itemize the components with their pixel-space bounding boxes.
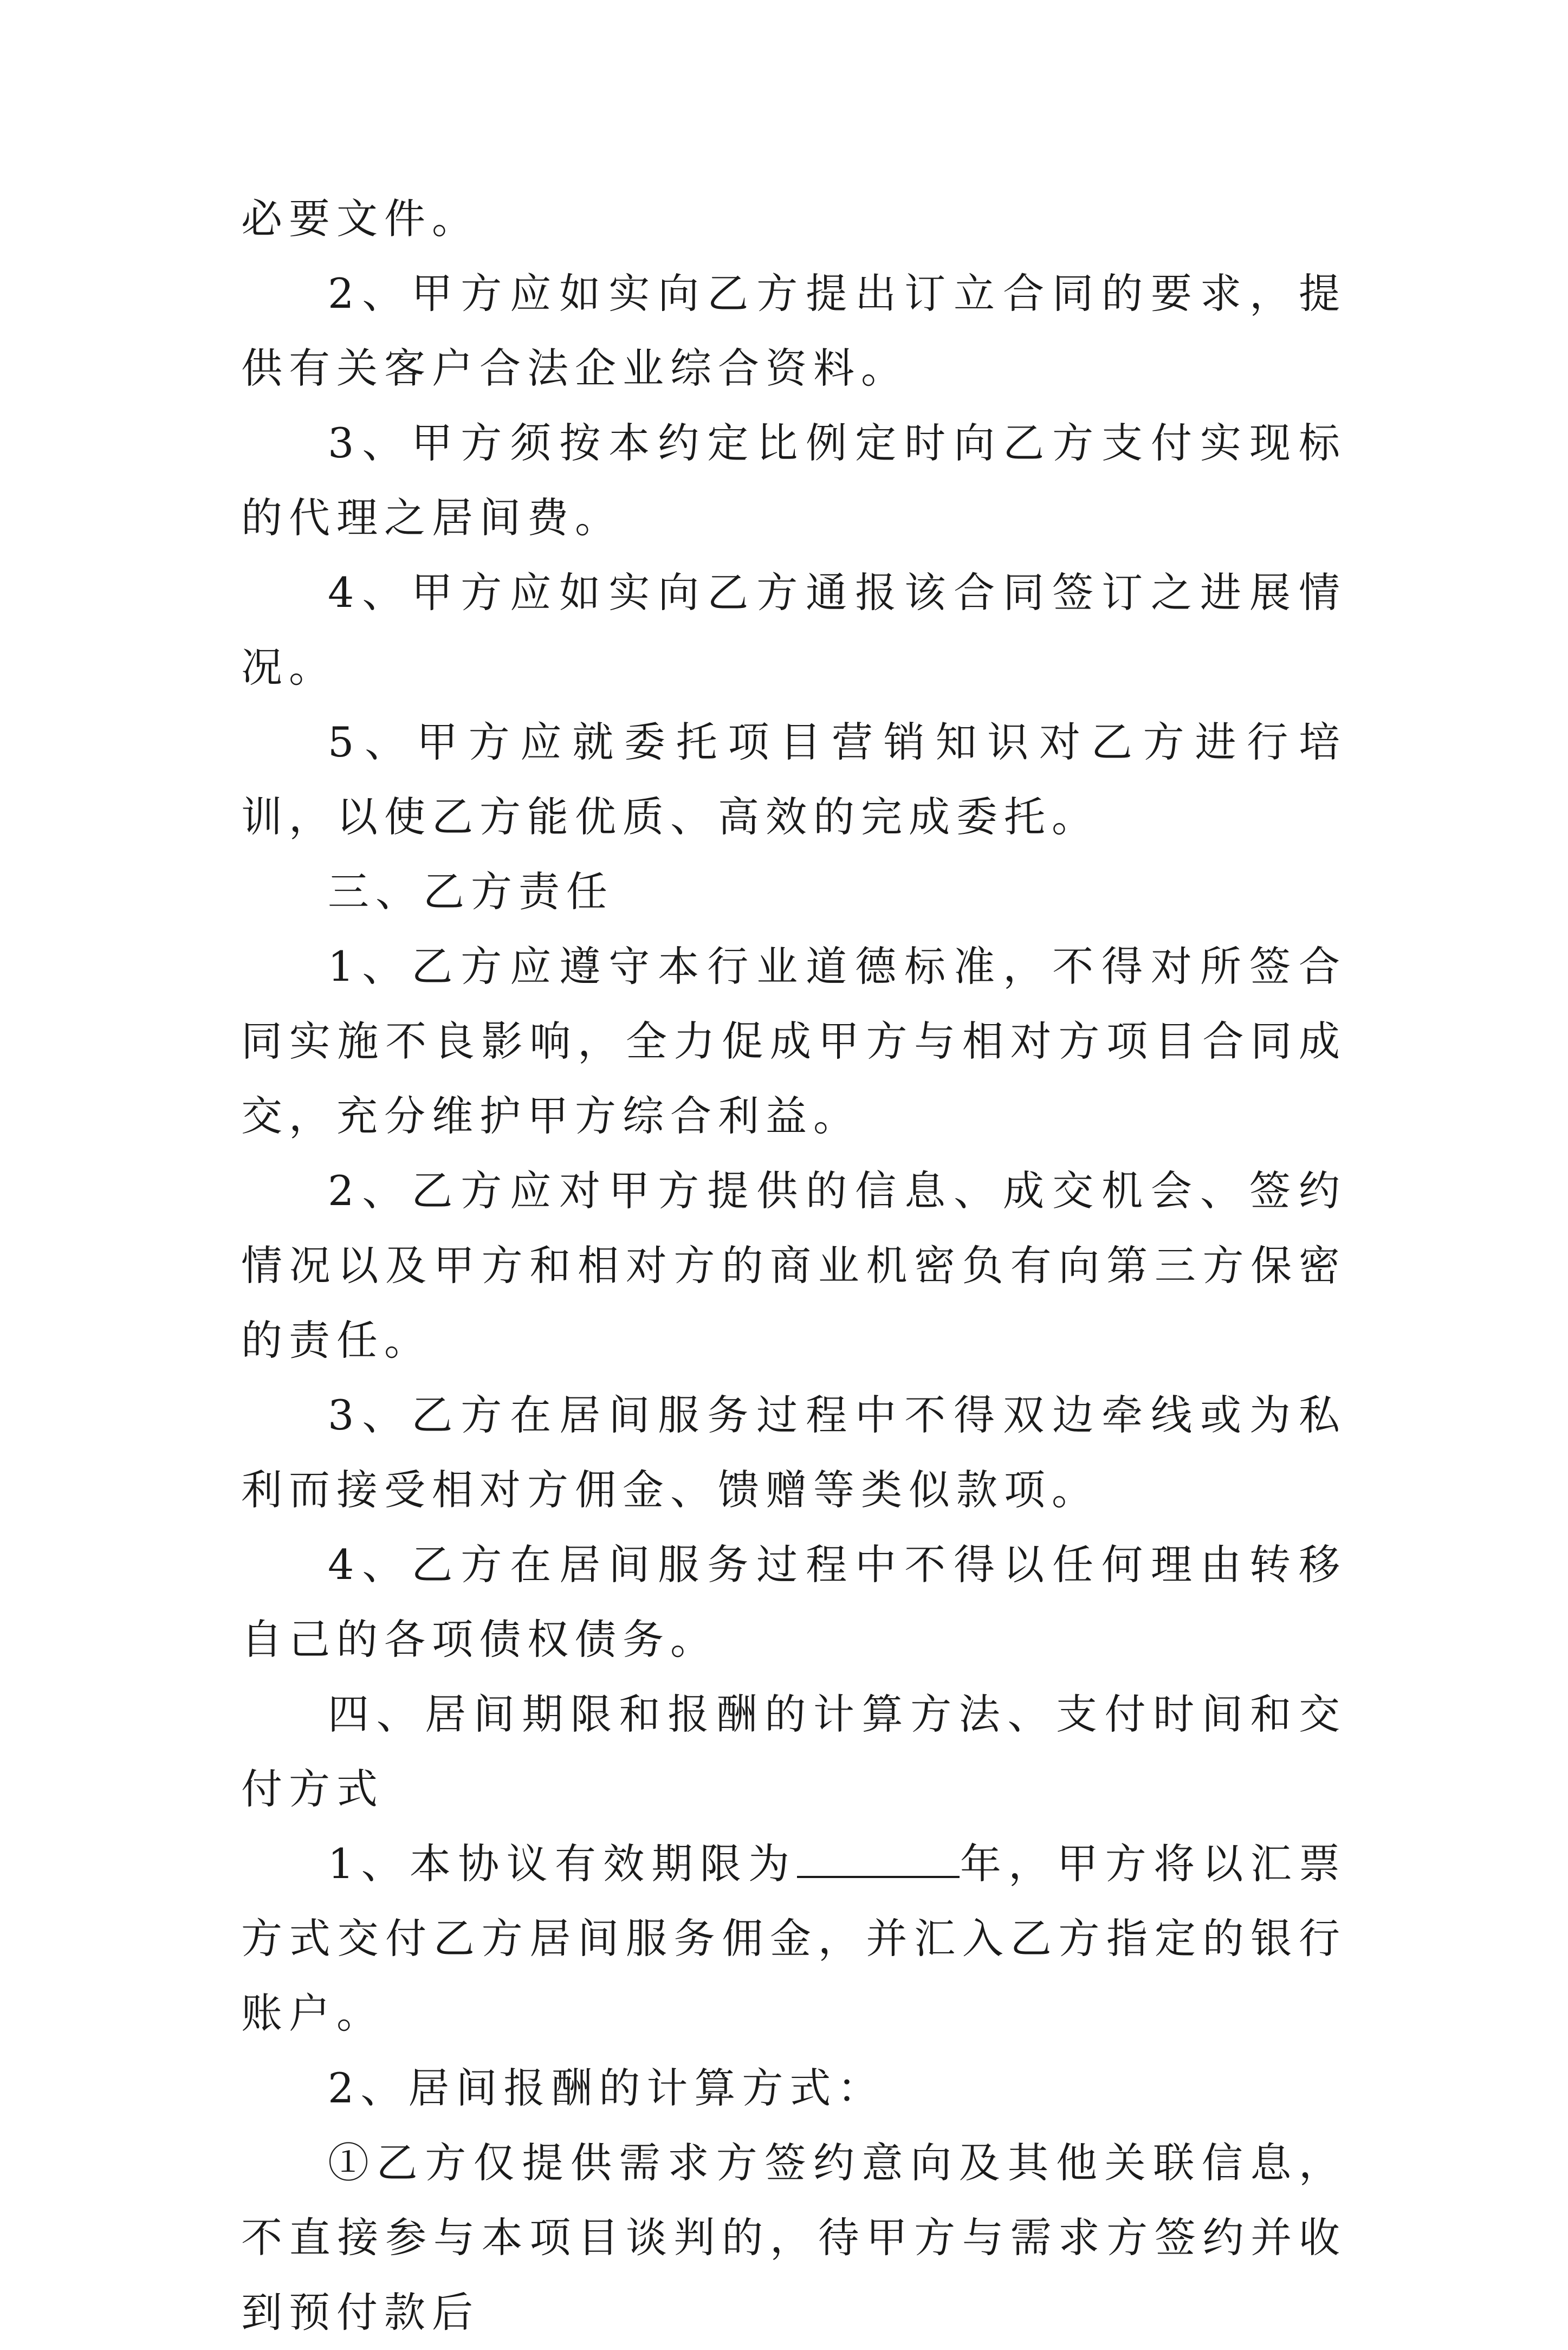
blank-fill-line (797, 1842, 960, 1878)
paragraph-party-a-duty-4: 4、甲方应如实向乙方通报该合同签订之进展情况。 (241, 568, 1346, 691)
paragraph-continuation: 必要文件。 (241, 195, 480, 243)
paragraph-party-a-duty-3: 3、甲方须按本约定比例定时向乙方支付实现标的代理之居间费。 (241, 419, 1346, 542)
section-heading-term-and-payment: 四、居间期限和报酬的计算方法、支付时间和交付方式 (241, 1690, 1346, 1813)
paragraph-party-b-duty-1: 1、乙方应遵守本行业道德标准，不得对所签合同实施不良影响，全力促成甲方与相对方项目合同成交，充分维护甲方综合利益。 (241, 942, 1346, 1140)
paragraph-term-2: 2、居间报酬的计算方式： (328, 2064, 885, 2112)
section-heading-party-b: 三、乙方责任 (328, 868, 614, 916)
paragraph-party-a-duty-2: 2、甲方应如实向乙方提出订立合同的要求，提供有关客户合法企业综合资料。 (241, 269, 1346, 392)
paragraph-party-a-duty-5: 5、甲方应就委托项目营销知识对乙方进行培训，以使乙方能优质、高效的完成委托。 (241, 718, 1346, 841)
document-body (241, 182, 1346, 2350)
term-1-text-before: 1、本协议有效期限为 (328, 1840, 797, 1888)
paragraph-party-b-duty-2: 2、乙方应对甲方提供的信息、成交机会、签约情况以及甲方和相对方的商业机密负有向第三方保密的责任。 (241, 1167, 1346, 1364)
paragraph-party-b-duty-3: 3、乙方在居间服务过程中不得双边牵线或为私利而接受相对方佣金、馈赠等类似款项。 (241, 1391, 1346, 1514)
paragraph-term-2-item-1: ①乙方仅提供需求方签约意向及其他关联信息，不直接参与本项目谈判的，待甲方与需求方签约并收到预付款后 (241, 2139, 1346, 2336)
term-1-text-after: 年，甲方将以汇票方式交付乙方居间服务佣金，并汇入乙方指定的银行账户。 (241, 1840, 1347, 2037)
paragraph-term-1 (241, 1827, 1346, 2051)
paragraph-party-b-duty-4: 4、乙方在居间服务过程中不得以任何理由转移自己的各项债权债务。 (241, 1540, 1346, 1663)
